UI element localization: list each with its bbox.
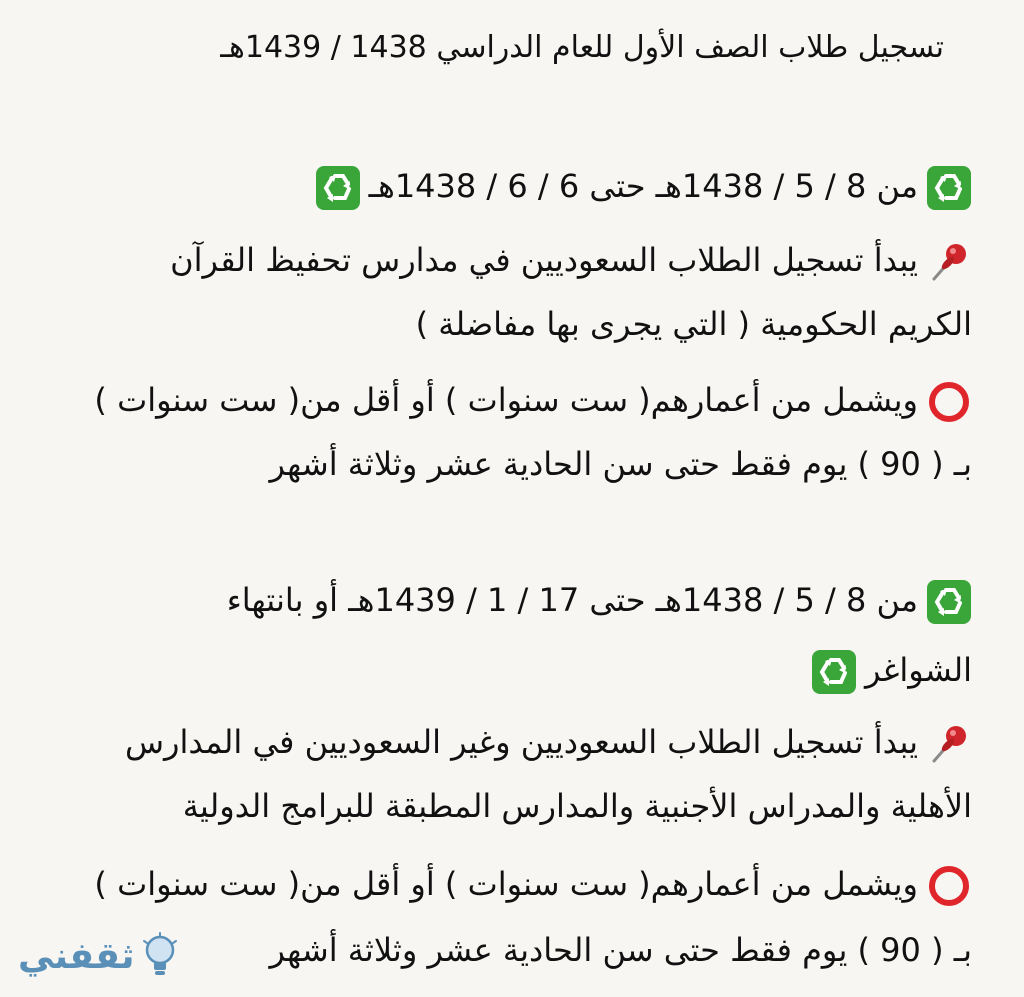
section1-date-text: من 8 / 5 / 1438هـ حتى 6 / 6 / 1438هـ: [368, 167, 918, 205]
section2-pin-line-2: الأهلية والمدراس الأجنبية والمدارس المطبقة للبرامج الدولية: [182, 787, 972, 825]
section1-circle-text-1: ويشمل من أعمارهم( ست سنوات ) أو أقل من( ست سنوات ): [94, 381, 918, 419]
section2-circle-line-1: [94, 856, 972, 912]
section1-pin-text-1: يبدأ تسجيل الطلاب السعوديين في مدارس تحفيظ القرآن: [170, 241, 918, 279]
pushpin-icon: [926, 721, 972, 767]
section2-pin-text-1: يبدأ تسجيل الطلاب السعوديين وغير السعوديين في المدارس: [124, 723, 918, 761]
pushpin-icon: [926, 239, 972, 285]
recycle-icon: [811, 649, 857, 695]
section2-date-line-2: [811, 642, 972, 698]
section2-date-text-2: الشواغر: [865, 651, 972, 689]
section2-pin-line-1: [125, 714, 972, 770]
lightbulb-icon: [140, 932, 180, 980]
section2-date-line-1: [227, 572, 972, 628]
recycle-icon: [315, 165, 361, 211]
page-title: تسجيل طلاب الصف الأول للعام الدراسي 1438 / 1439هـ: [220, 30, 944, 65]
recycle-icon: [926, 165, 972, 211]
section2-circle-text-1: ويشمل من أعمارهم( ست سنوات ) أو أقل من( ست سنوات ): [94, 865, 918, 903]
watermark-text: ثقفني: [18, 936, 135, 977]
section2-date-text-1: من 8 / 5 / 1438هـ حتى 17 / 1 / 1439هـ أو بانتهاء: [226, 581, 918, 619]
section1-circle-line-1: [94, 372, 972, 428]
section1-pin-line-1: [170, 232, 972, 288]
section2-circle-line-2: بـ ( 90 ) يوم فقط حتى سن الحادية عشر وثلاثة أشهر: [269, 931, 972, 969]
section1-pin-line-2: الكريم الحكومية ( التي يجرى بها مفاضلة ): [415, 305, 972, 343]
section1-date-line: [315, 158, 972, 214]
recycle-icon: [926, 579, 972, 625]
hollow-red-circle-icon: [926, 379, 972, 425]
hollow-red-circle-icon: [926, 863, 972, 909]
watermark-logo: [12, 930, 182, 990]
section1-circle-line-2: بـ ( 90 ) يوم فقط حتى سن الحادية عشر وثلاثة أشهر: [269, 445, 972, 483]
